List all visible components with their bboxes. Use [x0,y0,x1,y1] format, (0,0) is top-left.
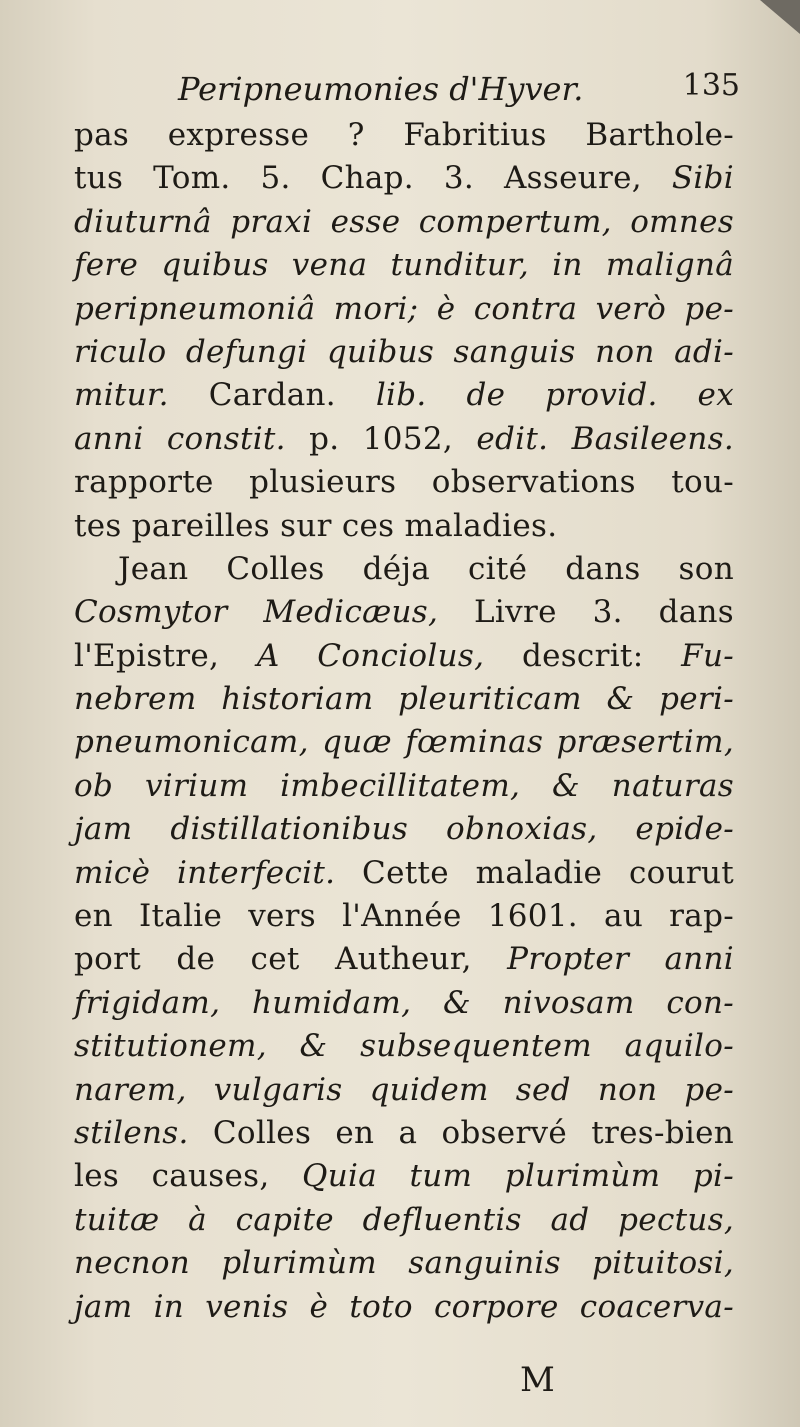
text-line [74,635,734,678]
text-line [74,418,734,461]
text-line [74,461,734,504]
text-segment: rapporte plusieurs observations tou- [74,464,734,501]
text-segment-italic: stilens. [74,1114,213,1151]
text-segment-italic: mitur. [74,377,209,414]
text-segment-italic: pneumonicam, quæ fœminas præsertim, [74,724,734,761]
text-segment-italic: stitutionem, & subsequentem aquilo- [74,1028,734,1065]
text-segment-italic: lib. de provid. ex [375,377,734,414]
text-line [74,505,734,548]
text-line [74,591,734,634]
text-segment-italic: Propter anni [507,941,734,978]
text-line [74,1242,734,1285]
text-segment-italic: Cosmytor Medicæus, [74,594,475,631]
text-segment-italic: edit. Basileens. [476,420,734,457]
text-segment: Colles en a observé tres-bien [212,1114,735,1151]
text-block [74,62,740,1329]
text-segment: tus Tom. 5. Chap. 3. Asseure, [74,160,672,197]
text-line [74,938,734,981]
text-segment: Cette maladie courut [362,854,734,891]
running-head-title: Peripneumonies d'Hyver. [178,70,584,108]
text-segment-italic: Quia tum plurimùm pi- [302,1158,734,1195]
running-head [74,62,740,114]
text-segment-italic: micè interfecit. [74,854,363,891]
text-line [74,1286,734,1329]
text-segment-italic: anni constit. [74,420,310,457]
text-line [74,1025,734,1068]
text-segment: Jean Colles déja cité dans son [118,550,734,587]
text-segment: Livre 3. dans [474,594,734,631]
folded-corner [760,0,800,34]
text-segment-italic: peripneumoniâ mori; è contra verò pe- [74,290,734,327]
text-segment-italic: jam in venis è toto corpore coacerva- [74,1288,734,1325]
text-line [74,288,734,331]
text-segment-italic: A Conciolus, [256,637,522,674]
text-line [74,852,734,895]
text-segment-italic: fere quibus vena tunditur, in malignâ [74,247,734,284]
text-segment-italic: necnon plurimùm sanguinis pituitosi, [74,1245,734,1282]
text-line [74,895,734,938]
page-number: 135 [682,68,740,103]
text-segment: les causes, [74,1158,303,1195]
text-segment-italic: frigidam, humidam, & nivosam con- [74,984,734,1021]
text-line [74,114,734,157]
text-segment-italic: jam distillationibus obnoxias, epide- [74,811,734,848]
text-segment-italic: diuturnâ praxi esse compertum, omnes [74,203,734,240]
text-segment: p. 1052, [309,420,477,457]
signature-mark: M [520,1360,555,1400]
text-line [74,678,734,721]
text-segment: l'Epistre, [74,637,257,674]
text-segment: tes pareilles sur ces maladies. [74,507,558,544]
text-segment-italic: Sibi [671,160,734,197]
text-segment: Cardan. [208,377,376,414]
text-line [74,1069,734,1112]
text-line [74,765,734,808]
text-line [74,374,734,417]
text-segment: descrit: [521,637,682,674]
text-line [74,244,734,287]
text-line [74,1112,734,1155]
text-segment-italic: Fu- [681,637,734,674]
text-line [74,1199,734,1242]
text-line [74,1155,734,1198]
text-segment-italic: narem, vulgaris quidem sed non pe- [74,1071,734,1108]
text-segment: en Italie vers l'Année 1601. au rap- [74,898,734,935]
text-segment-italic: nebrem historiam pleuriticam & peri- [74,681,734,718]
text-segment-italic: tuitæ à capite defluentis ad pectus, [74,1201,734,1238]
text-segment-italic: ob virium imbecillitatem, & naturas [74,767,734,804]
text-line [74,157,734,200]
text-line [74,201,734,244]
text-line [74,331,734,374]
text-segment-italic: riculo defungi quibus sanguis non adi- [74,333,734,370]
text-line [74,721,734,764]
text-line [74,808,734,851]
text-line [74,982,734,1025]
text-segment: port de cet Autheur, [74,941,508,978]
text-line [74,548,734,591]
text-segment: pas expresse ? Fabritius Barthole- [74,117,734,153]
